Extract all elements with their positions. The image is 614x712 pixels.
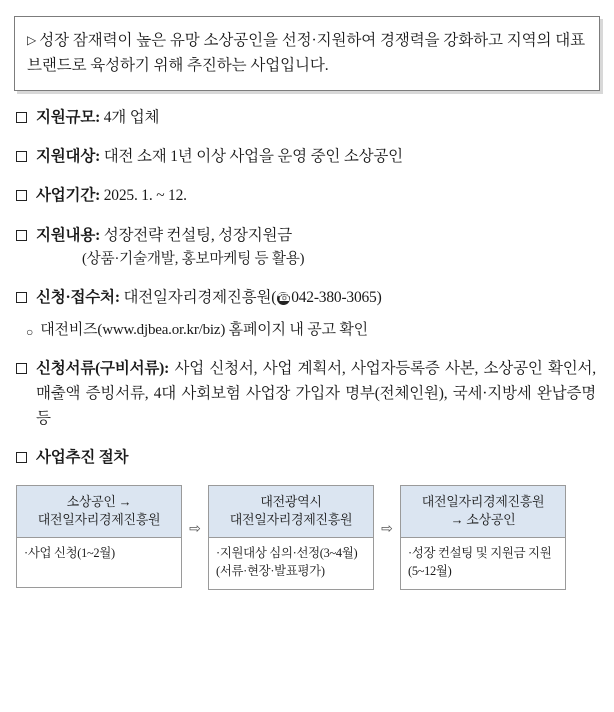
checkbox-icon bbox=[16, 112, 27, 123]
list-item-label: 지원대상: bbox=[36, 148, 101, 166]
intro-callout-text bbox=[27, 28, 585, 78]
subnote-website bbox=[16, 318, 596, 342]
checkbox-icon bbox=[16, 452, 27, 463]
process-step-1-body-line1: ·사업 신청(1~2월) bbox=[24, 546, 115, 561]
list-item-value: 사업 신청서, 사업 계획서, 사업자등록증 사본, 소상공인 확인서, 매출액 증빙서류, 4대 사회보험 사업장 가입자 명부(전체인원), 국세·지방세 완납증명 등 bbox=[36, 360, 596, 428]
list-item-period bbox=[16, 183, 596, 208]
process-step-3-body bbox=[401, 538, 565, 589]
process-step-2-header bbox=[209, 486, 373, 539]
process-step-1-body bbox=[17, 538, 181, 587]
process-step-1-header-line2: 대전일자리경제진흥원 bbox=[37, 512, 161, 527]
list-item-label: 사업추진 절차 bbox=[36, 449, 129, 467]
list-item-body bbox=[36, 285, 596, 310]
list-item-value-suffix: 042-380-3065) bbox=[291, 289, 382, 306]
list-item-label: 신청·접수처: bbox=[36, 289, 120, 306]
process-step-2-body-line1: ·지원대상 심의·선정(3~4월) bbox=[216, 546, 358, 561]
process-step-3-body-line2: (5~12월) bbox=[408, 564, 452, 579]
circle-marker-icon: ○ bbox=[26, 325, 34, 340]
process-step-2-body bbox=[209, 538, 373, 589]
process-step-1 bbox=[16, 485, 182, 589]
checkbox-icon bbox=[16, 190, 27, 201]
list-item-value: 대전 소재 1년 이상 사업을 운영 중인 소상공인 bbox=[103, 148, 403, 166]
list-item-body bbox=[36, 105, 596, 130]
flow-arrow-icon-1: ⇨ bbox=[189, 521, 201, 537]
list-item-application-contact bbox=[16, 285, 596, 310]
list-item-support-content bbox=[16, 223, 596, 271]
process-step-1-header bbox=[17, 486, 181, 539]
list-item-label: 지원내용: bbox=[36, 226, 101, 244]
list-item-body bbox=[36, 445, 596, 470]
intro-callout bbox=[14, 16, 600, 91]
checkbox-icon bbox=[16, 151, 27, 162]
list-item-label: 신청서류(구비서류): bbox=[36, 360, 170, 378]
intro-callout-body: 성장 잠재력이 높은 유망 소상공인을 선정·지원하여 경쟁력을 강화하고 지역의 대표 브랜드로 육성하기 위해 추진하는 사업입니다. bbox=[27, 32, 585, 75]
process-step-3-header-line1: 대전일자리경제진흥원 bbox=[421, 493, 545, 509]
process-step-2-header-line2: 대전일자리경제진흥원 bbox=[229, 512, 353, 527]
list-item-body bbox=[36, 183, 596, 208]
process-step-3-header bbox=[401, 486, 565, 539]
list-item-process bbox=[16, 445, 596, 470]
flow-arrow-icon-2: ⇨ bbox=[381, 521, 393, 537]
list-item-subtext: (상품·기술개발, 홍보마케팅 등 활용) bbox=[82, 250, 305, 267]
phone-icon: ☎ bbox=[277, 292, 292, 304]
process-step-1-header-line1: 소상공인 → bbox=[66, 493, 132, 509]
process-step-2-body-line2: (서류·현장·발표평가) bbox=[216, 564, 325, 579]
item-list bbox=[0, 105, 614, 470]
checkbox-icon bbox=[16, 230, 27, 241]
process-step-2-header-line1: 대전광역시 bbox=[260, 493, 322, 509]
list-item-body bbox=[36, 144, 596, 169]
list-item-body bbox=[36, 223, 596, 271]
list-item-label: 사업기간: bbox=[36, 187, 101, 205]
checkbox-icon bbox=[16, 363, 27, 374]
list-item-support-scale bbox=[16, 105, 596, 130]
list-item-required-documents bbox=[16, 356, 596, 431]
list-item-value: 성장전략 컨설팅, 성장지원금 bbox=[103, 226, 293, 244]
process-step-3-body-line1: ·성장 컨설팅 및 지원금 지원 bbox=[408, 546, 552, 561]
document-page bbox=[0, 16, 614, 712]
list-item-eligibility bbox=[16, 144, 596, 169]
process-flow bbox=[16, 485, 614, 591]
list-item-body bbox=[36, 356, 596, 431]
subnote-text: 대전비즈(www.djbea.or.kr/biz) 홈페이지 내 공고 확인 bbox=[40, 322, 368, 339]
process-step-3-header-line2: → 소상공인 bbox=[450, 512, 516, 527]
process-step-2 bbox=[208, 485, 374, 591]
list-item-value: 2025. 1. ~ 12. bbox=[103, 187, 187, 205]
checkbox-icon bbox=[16, 292, 27, 303]
triangle-marker-icon: ▷ bbox=[27, 33, 37, 47]
process-step-3 bbox=[400, 485, 566, 591]
list-item-value: 4개 업체 bbox=[103, 109, 160, 127]
list-item-value-prefix: 대전일자리경제진흥원( bbox=[123, 289, 277, 306]
list-item-label: 지원규모: bbox=[36, 109, 101, 127]
